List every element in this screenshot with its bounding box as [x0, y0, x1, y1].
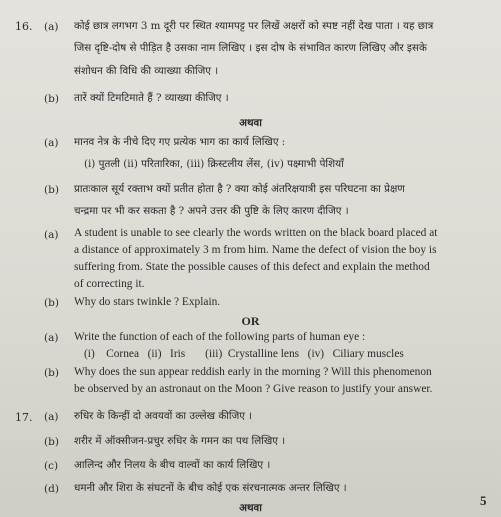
q16-alt-a-parts-hi: (i) पुतली (ii) परितारिका, (iii) क्रिस्टलीय लेंस, (iv) पक्ष्माभी पेशियाँ	[84, 158, 344, 170]
q16-a-en-line-3: suffering from. State the possible causes of this defect and explain the method	[74, 261, 430, 273]
q16-or-hi: अथवा	[239, 117, 262, 129]
q16-a-label-hi: (a)	[44, 21, 59, 33]
q16-b-hi: तारें क्यों टिमटिमाते हैं ? व्याख्या कीजिए ।	[74, 92, 229, 104]
question-16-number: 16.	[15, 20, 33, 33]
q16-b-en: Why do stars twinkle ? Explain.	[74, 296, 221, 308]
q17-c-hi: आलिन्द और निलय के बीच वाल्वों का कार्य लिखिए ।	[74, 459, 271, 471]
q16-alt-a-label-hi: (a)	[44, 137, 59, 149]
q17-a-label: (a)	[44, 411, 59, 423]
q17-b-label: (b)	[44, 436, 59, 448]
q16-alt-b-label-hi: (b)	[44, 184, 59, 196]
q16-alt-b-en-line-1: Why does the sun appear reddish early in the morning ? Will this phenomenon	[74, 366, 432, 378]
q17-a-hi: रुधिर के किन्हीं दो अवयवों का उल्लेख कीजिए ।	[74, 410, 253, 422]
q16-b-label-en: (b)	[44, 297, 59, 309]
q17-d-hi: धमनी और शिरा के संघटनों के बीच कोई एक संरचनात्मक अन्तर लिखिए ।	[74, 482, 347, 494]
q16-alt-a-hi: मानव नेत्र के नीचे दिए गए प्रत्येक भाग का कार्य लिखिए :	[74, 136, 286, 148]
q17-b-hi: शरीर में ऑक्सीजन-प्रचुर रुधिर के गमन का पथ लिखिए ।	[74, 435, 286, 447]
q16-alt-b-hi-line-2: चन्द्रमा पर भी कर सकता है ? अपने उत्तर की पुष्टि के लिए कारण दीजिए ।	[74, 205, 349, 217]
q16-alt-a-parts-en: (i) Cornea (ii) Iris (iii) Crystalline lens (iv) Ciliary muscles	[84, 348, 404, 360]
q16-alt-b-hi-line-1: प्रातःकाल सूर्य रक्ताभ क्यों प्रतीत होता है ? क्या कोई अंतरिक्षयात्री इस परिघटना का प्रेक्षण	[74, 183, 405, 195]
q16-a-en-line-1: A student is unable to see clearly the words written on the black board placed at	[74, 227, 438, 239]
q16-a-hi-line-2: जिस दृष्टि-दोष से पीड़ित है उसका नाम लिखिए । इस दोष के संभावित कारण लिखिए और इसके	[74, 42, 427, 54]
q16-a-en-line-4: of correcting it.	[74, 278, 145, 290]
q17-d-label: (d)	[44, 483, 59, 495]
q16-a-en-line-2: a distance of approximately 3 m from him. Name the defect of vision the boy is	[74, 244, 437, 256]
q16-a-label-en: (a)	[44, 229, 59, 241]
q17-or-hi: अथवा	[239, 502, 262, 514]
q16-alt-a-label-en: (a)	[44, 332, 59, 344]
q16-a-hi-line-1: कोई छात्र लगभग 3 m दूरी पर स्थित श्यामपट्ट पर लिखें अक्षरों को स्पष्ट नहीं देख पाता । यह छात्र	[74, 20, 434, 32]
q16-alt-a-en: Write the function of each of the following parts of human eye :	[74, 331, 366, 343]
question-17-number: 17.	[15, 411, 33, 424]
page-number: 5	[480, 493, 487, 508]
q16-a-hi-line-3: संशोधन की विधि की व्याख्या कीजिए ।	[74, 65, 219, 77]
q17-c-label: (c)	[44, 460, 59, 472]
q16-or-en: OR	[241, 314, 260, 328]
q16-b-label-hi: (b)	[44, 93, 59, 105]
q16-alt-b-label-en: (b)	[44, 367, 59, 379]
q16-alt-b-en-line-2: be observed by an astronaut on the Moon ? Give reason to justify your answer.	[74, 383, 433, 395]
